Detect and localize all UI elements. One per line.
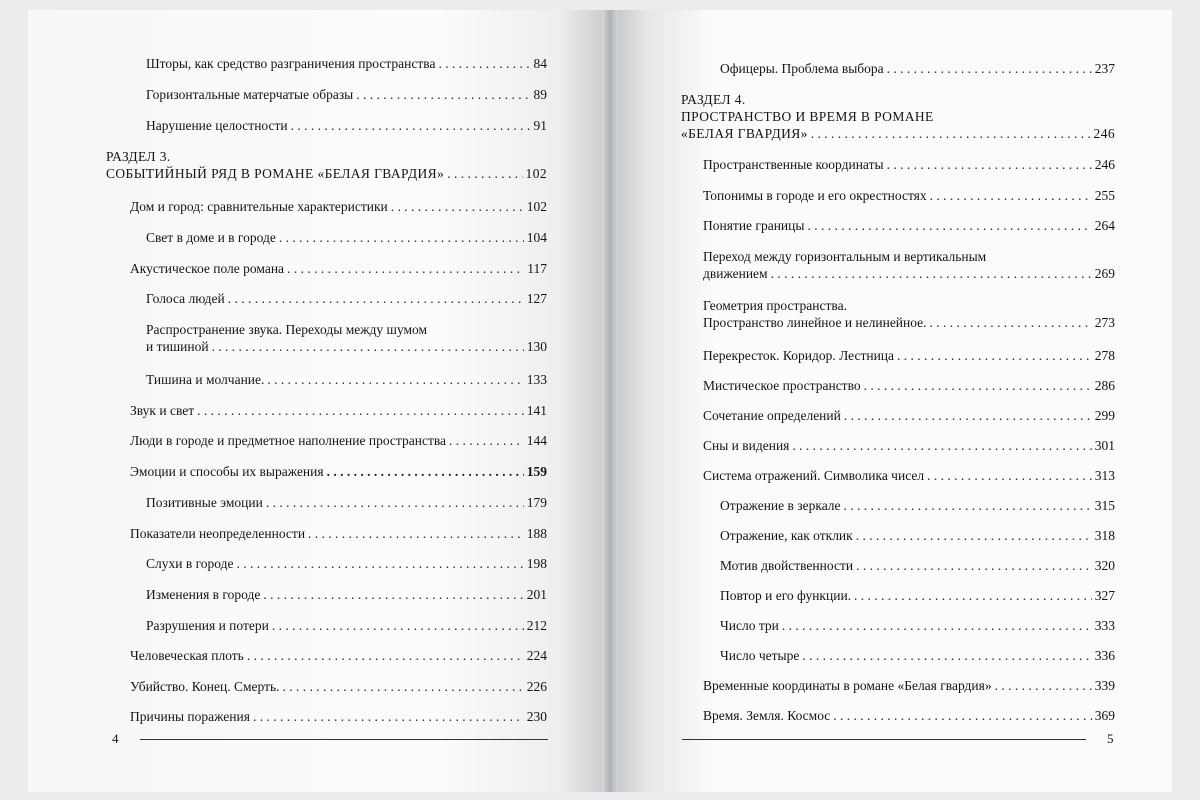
toc-page-number: 333 — [1094, 618, 1115, 633]
toc-page-number: 315 — [1094, 498, 1115, 513]
toc-entry — [146, 229, 547, 246]
dot-leader — [263, 586, 523, 603]
toc-page-number: 369 — [1094, 708, 1115, 723]
toc-entry — [130, 708, 547, 725]
dot-leader — [287, 260, 524, 277]
toc-page-number: 89 — [533, 87, 547, 102]
dot-leader — [449, 432, 524, 449]
book-gutter — [602, 10, 618, 792]
dot-leader — [279, 229, 524, 246]
toc-entry — [146, 555, 547, 572]
toc-title: Эмоции и способы их выражения — [130, 464, 324, 479]
toc-entry — [130, 198, 547, 215]
dot-leader — [212, 338, 524, 355]
toc-page-number: 91 — [533, 118, 547, 133]
toc-title: Пространственные координаты — [703, 157, 884, 172]
toc-entry — [130, 678, 547, 695]
toc-title: Офицеры. Проблема выбора — [720, 61, 884, 76]
section-title-line: ПРОСТРАНСТВО И ВРЕМЯ В РОМАНЕ — [681, 109, 934, 124]
toc-page-number: 336 — [1094, 648, 1115, 663]
toc-page-number: 237 — [1094, 61, 1115, 76]
toc-title: Шторы, как средство разграничения пространства — [146, 56, 436, 71]
toc-title: Изменения в городе — [146, 587, 261, 602]
dot-leader — [438, 55, 530, 72]
toc-page-number: 318 — [1094, 528, 1115, 543]
toc-title: Позитивные эмоции — [146, 495, 263, 510]
toc-page-number: 159 — [526, 464, 547, 479]
toc-page-number: 339 — [1094, 678, 1115, 693]
section-label: РАЗДЕЛ 4. — [681, 92, 746, 107]
dot-leader — [927, 467, 1092, 484]
toc-page-number: 102 — [526, 199, 547, 214]
toc-page-number: 141 — [526, 403, 547, 418]
dot-leader — [267, 371, 523, 388]
dot-leader — [864, 377, 1092, 394]
toc-page-number: 327 — [1094, 588, 1115, 603]
toc-title: Слухи в городе — [146, 556, 234, 571]
dot-leader — [308, 525, 524, 542]
dot-leader — [811, 125, 1091, 142]
toc-entry — [720, 527, 1115, 544]
toc-entry — [720, 587, 1115, 604]
toc-entry — [703, 187, 1115, 204]
toc-entry — [130, 260, 547, 277]
toc-entry — [146, 586, 547, 603]
toc-title: Отражение в зеркале — [720, 498, 841, 513]
toc-title-line: Переход между горизонтальным и вертикальным — [703, 249, 987, 264]
toc-page-number: 246 — [1093, 126, 1115, 141]
dot-leader — [887, 60, 1092, 77]
dot-leader — [930, 187, 1092, 204]
toc-title: Человеческая плоть — [130, 648, 244, 663]
toc-title: Пространство линейное и нелинейное. — [703, 315, 927, 330]
toc-title: Мотив двойственности — [720, 558, 854, 573]
dot-leader — [782, 617, 1092, 634]
toc-entry — [720, 557, 1115, 574]
toc-title: Свет в доме и в городе — [146, 230, 276, 245]
dot-leader — [291, 117, 531, 134]
toc-entry — [720, 617, 1115, 634]
toc-entry — [703, 377, 1115, 394]
dot-leader — [856, 527, 1092, 544]
dot-leader — [844, 497, 1092, 514]
toc-title: Повтор и его функции. — [720, 588, 852, 603]
toc-entry — [130, 402, 547, 419]
toc-title: Время. Земля. Космос — [703, 708, 831, 723]
toc-page-number: 313 — [1094, 468, 1115, 483]
toc-title: Горизонтальные матерчатые образы — [146, 87, 354, 102]
dot-leader — [197, 402, 524, 419]
dot-leader — [356, 86, 530, 103]
toc-title: СОБЫТИЙНЫЙ РЯД В РОМАНЕ «БЕЛАЯ ГВАРДИЯ» — [106, 166, 445, 181]
toc-entry — [146, 321, 547, 355]
toc-title: Нарушение целостности — [146, 118, 288, 133]
dot-leader — [833, 707, 1091, 724]
toc-page-number: 273 — [1094, 315, 1115, 330]
toc-entry — [703, 677, 1115, 694]
dot-leader — [327, 463, 524, 480]
dot-leader — [887, 156, 1092, 173]
toc-title: Понятие границы — [703, 218, 805, 233]
toc-page-number: 84 — [533, 56, 547, 71]
toc-page-number: 212 — [526, 618, 547, 633]
toc-entry — [703, 437, 1115, 454]
toc-entry — [146, 617, 547, 634]
dot-leader — [792, 437, 1091, 454]
dot-leader — [237, 555, 524, 572]
toc-page-number: 255 — [1094, 188, 1115, 203]
toc-entry — [130, 647, 547, 664]
toc-title: «БЕЛАЯ ГВАРДИЯ» — [681, 126, 808, 141]
toc-title: Топонимы в городе и его окрестностях — [703, 188, 927, 203]
section-label: РАЗДЕЛ 3. — [106, 149, 171, 164]
toc-section-heading — [681, 91, 1115, 142]
toc-page-number: 102 — [525, 166, 547, 181]
toc-entry — [703, 707, 1115, 724]
toc-page-number: 179 — [526, 495, 547, 510]
toc-title: Число четыре — [720, 648, 800, 663]
toc-page-number: 198 — [526, 556, 547, 571]
page-number: 5 — [1107, 731, 1114, 746]
dot-leader — [930, 314, 1092, 331]
toc-title: Показатели неопределенности — [130, 526, 306, 541]
dot-leader — [802, 647, 1091, 664]
page-number: 4 — [112, 731, 119, 746]
toc-title-line: Распространение звука. Переходы между шумом — [146, 322, 428, 337]
dot-leader — [856, 557, 1092, 574]
toc-entry — [720, 647, 1115, 664]
dot-leader — [228, 290, 524, 307]
toc-entry — [703, 248, 1115, 282]
toc-page-number: 301 — [1094, 438, 1115, 453]
dot-leader — [447, 165, 522, 182]
dot-leader — [283, 678, 524, 695]
toc-title: Убийство. Конец. Смерть. — [130, 679, 280, 694]
toc-title: Перекресток. Коридор. Лестница — [703, 348, 895, 363]
toc-entry — [146, 494, 547, 511]
toc-title: Система отражений. Символика чисел — [703, 468, 925, 483]
toc-entry — [703, 407, 1115, 424]
toc-page-number: 230 — [526, 709, 547, 724]
toc-title: Разрушения и потери — [146, 618, 269, 633]
toc-entry — [146, 86, 547, 103]
toc-page-number: 246 — [1094, 157, 1115, 172]
toc-entry — [146, 290, 547, 307]
toc-title-line: Геометрия пространства. — [703, 298, 847, 313]
toc-title: Сны и видения — [703, 438, 790, 453]
toc-page-number: 226 — [526, 679, 547, 694]
toc-page-number: 269 — [1094, 266, 1115, 281]
toc-title: Тишина и молчание. — [146, 372, 265, 387]
dot-leader — [897, 347, 1092, 364]
toc-title: Люди в городе и предметное наполнение пространства — [130, 433, 447, 448]
toc-title: и тишиной — [146, 339, 209, 354]
footer-rule — [140, 739, 548, 740]
toc-section-heading — [106, 148, 547, 182]
toc-entry — [146, 55, 547, 72]
toc-entry — [720, 497, 1115, 514]
toc-page-number: 133 — [526, 372, 547, 387]
toc-entry — [703, 217, 1115, 234]
toc-entry — [130, 432, 547, 449]
dot-leader — [253, 708, 524, 725]
toc-entry — [130, 525, 547, 542]
toc-title: Акустическое поле романа — [130, 261, 285, 276]
toc-title: Дом и город: сравнительные характеристики — [130, 199, 388, 214]
toc-page-number: 264 — [1094, 218, 1115, 233]
toc-title: Сочетание определений — [703, 408, 841, 423]
dot-leader — [391, 198, 524, 215]
dot-leader — [844, 407, 1092, 424]
toc-title: Число три — [720, 618, 779, 633]
toc-entry — [703, 156, 1115, 173]
dot-leader — [771, 265, 1092, 282]
dot-leader — [247, 647, 524, 664]
toc-title: Отражение, как отклик — [720, 528, 853, 543]
toc-title: Звук и свет — [130, 403, 195, 418]
toc-page-number: 201 — [526, 587, 547, 602]
toc-page-number: 127 — [526, 291, 547, 306]
dot-leader — [807, 217, 1091, 234]
toc-title: Мистическое пространство — [703, 378, 861, 393]
toc-entry — [720, 60, 1115, 77]
toc-entry — [703, 297, 1115, 331]
toc-entry — [146, 371, 547, 388]
toc-entry — [703, 347, 1115, 364]
dot-leader — [854, 587, 1092, 604]
toc-title: Временные координаты в романе «Белая гвардия» — [703, 678, 992, 693]
toc-entry — [703, 467, 1115, 484]
toc-entry — [130, 463, 547, 480]
footer-rule — [682, 739, 1086, 740]
toc-title: Причины поражения — [130, 709, 250, 724]
toc-page-number: 130 — [526, 339, 547, 354]
toc-title: движением — [703, 266, 768, 281]
toc-entry — [146, 117, 547, 134]
toc-page-number: 299 — [1094, 408, 1115, 423]
toc-page-number: 278 — [1094, 348, 1115, 363]
dot-leader — [995, 677, 1092, 694]
toc-page-number: 286 — [1094, 378, 1115, 393]
toc-page-number: 117 — [527, 261, 547, 276]
toc-page-number: 188 — [526, 526, 547, 541]
toc-page-number: 104 — [526, 230, 547, 245]
toc-page-number: 320 — [1094, 558, 1115, 573]
toc-page-number: 224 — [526, 648, 547, 663]
dot-leader — [272, 617, 524, 634]
toc-title: Голоса людей — [146, 291, 225, 306]
toc-page-number: 144 — [526, 433, 547, 448]
dot-leader — [266, 494, 524, 511]
